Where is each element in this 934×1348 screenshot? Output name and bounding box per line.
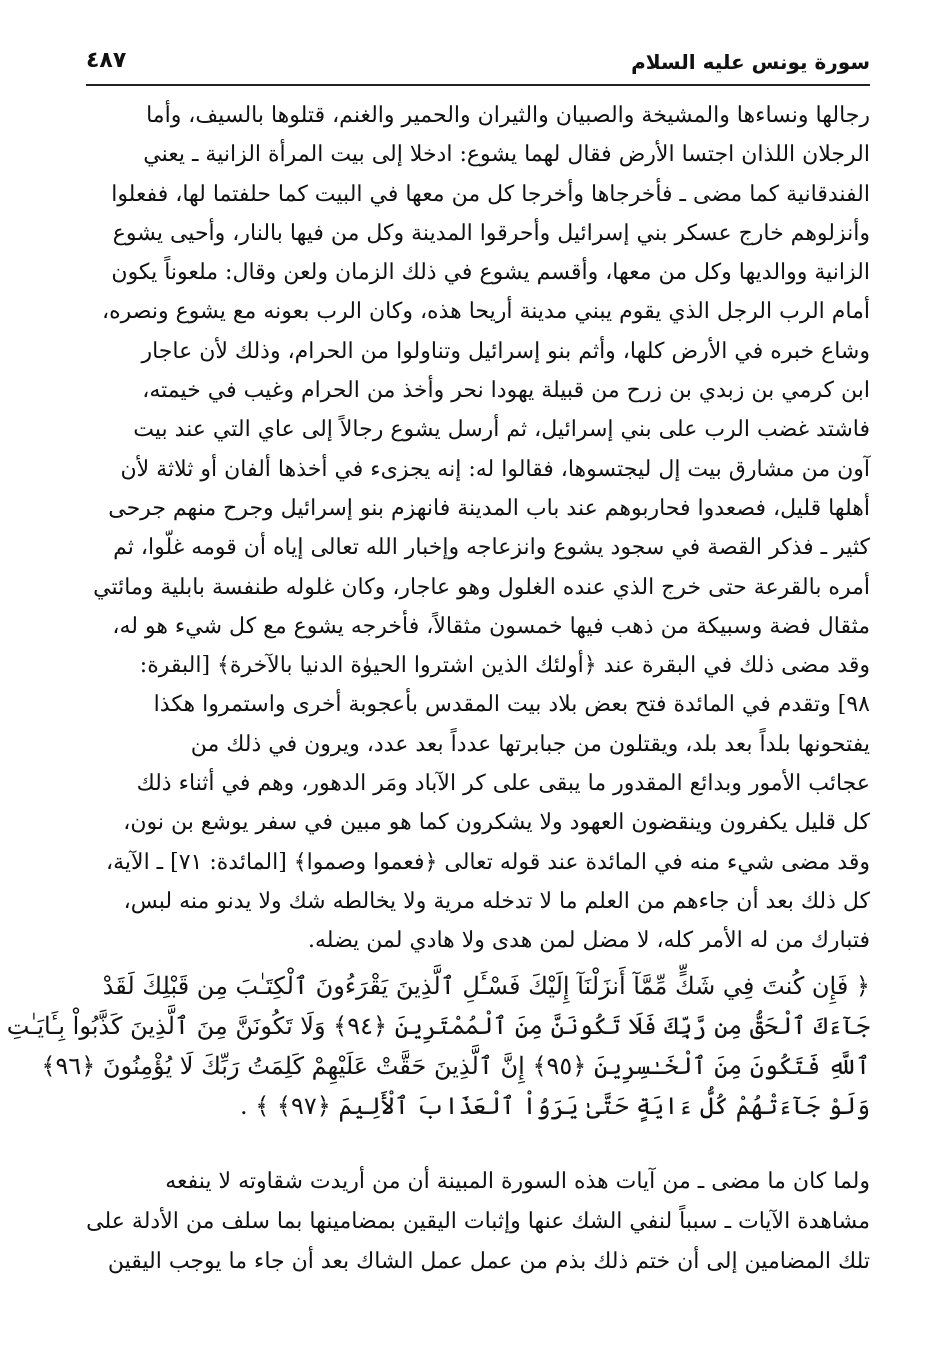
text-line: الزانية ووالديها وكل من معها، وأقسم يشوع في ذلك الزمان ولعن وقال: ملعوناً يكون <box>111 260 870 286</box>
text-line: الفندقانية كما مضى ـ فأخرجاها وأخرجا كل من معها في البيت كما حلفتما لها، ففعلوا <box>111 181 870 207</box>
text-line: آون من مشارق بيت إل ليجتسوها، فقالوا له: إنه يجزىء في أخذها ألفان أو ثلاثة لأن <box>120 456 870 482</box>
text-line: فاشتد غضب الرب على بني إسرائيل، ثم أرسل يشوع رجالاً إلى عاي التي عند بيت <box>133 417 870 443</box>
text-line: أمره بالقرعة حتى خرج الذي عنده الغلول وهو عاجار، وكان غلوله طنفسة بابلية ومائتي <box>93 574 870 600</box>
verse-line: ﴿ فَإِن كُنتَ فِي شَكٍّ مِّمَّآ أَنزَلْنَآ إِلَيْكَ فَسْـَٔلِ ٱلَّذِينَ يَقْرَءُونَ ٱلْكِتَـٰبَ مِن قَبْلِكَ لَقَدْ <box>102 972 870 1000</box>
text-line: أهلها قليل، فصعدوا فحاربوهم عند باب المدينة فانهزم بنو إسرائيل وجرح منهم جرحى <box>108 495 870 521</box>
text-line: كثير ـ فذكر القصة في سجود يشوع وانزعاجه وإخبار الله تعالى إياه أن قومه غلّوا، ثم <box>113 535 870 561</box>
surah-title: سورة يونس عليه السلام <box>631 50 870 74</box>
text-line: ابن كرمي بن زبدي بن زرح من قبيلة يهودا نحر وأخذ من الحرام وغيب في خيمته، <box>142 378 870 404</box>
page-number: ٤٨٧ <box>86 48 127 73</box>
text-line: كل ذلك بعد أن جاءهم من العلم ما لا تدخله مرية ولا يخالطه شك ولا يدنو منه لبس، <box>123 888 870 914</box>
text-line: مثقال فضة وسبيكة من ذهب فيها خمسون مثقالاً، فأخرجه يشوع مع كل شيء هو له، <box>112 613 870 639</box>
text-line: وأنزلوهم خارج عسكر بني إسرائيل وأحرقوا المدينة وكل من فيها بالنار، وأحيى يشوع <box>112 220 870 246</box>
text-line: ٩٨] وتقدم في المائدة فتح بعض بلاد بيت المقدس بأعجوبة أخرى واستمروا هكذا <box>153 692 870 718</box>
text-line: يفتحونها بلداً بعد بلد، ويقتلون من جبابرتها عدداً بعد عدد، ويرون في ذلك من <box>190 731 870 757</box>
text-line: تلك المضامين إلى أن ختم ذلك بذم من عمل عمل الشاك بعد أن جاء ما يوجب اليقين <box>107 1249 870 1274</box>
verse-line: جَآءَكَ ٱلْحَقُّ مِن رَّبِّكَ فَلَا تَكُونَنَّ مِنَ ٱلْمُمْتَرِينَ ﴿٩٤﴾ وَلَا تَكُونَنَّ مِنَ ٱلَّذِينَ كَذَّبُواْ بِـَٔايَـٰتِ <box>6 1012 870 1040</box>
verse-line: وَلَوْ جَآءَتْهُمْ كُلُّ ءَايَةٍ حَتَّىٰ يَرَوُاْ ٱلْعَذَابَ ٱلْأَلِيمَ ﴿٩٧﴾ ﴾ . <box>239 1092 870 1120</box>
text-line: وشاع خبره في الأرض كلها، وأثم بنو إسرائيل وتناولوا من الحرام، وذلك لأن عاجار <box>141 338 870 364</box>
text-line: وقد مضى ذلك في البقرة عند ﴿أولئك الذين اشتروا الحيوٰة الدنيا بالآخرة﴾ [البقرة: <box>139 653 870 679</box>
text-line: عجائب الأمور وبدائع المقدور ما يبقى على كر الآباد ومَر الدهور، وهم في أثناء ذلك <box>136 771 870 797</box>
text-line: فتبارك من له الأمر كله، لا مضل لمن هدى ولا هادي لمن يضله. <box>308 928 870 954</box>
text-line: أمام الرب الرجل الذي يقوم يبني مدينة أريحا هذه، وكان الرب بعونه مع يشوع ونصره، <box>102 299 870 325</box>
text-line: ولما كان ما مضى ـ من آيات هذه السورة المبينة أن من أريدت شقاوته لا ينفعه <box>165 1169 870 1194</box>
verse-line: ٱللَّهِ فَتَكُونَ مِنَ ٱلْخَـٰسِرِينَ ﴿٩٥﴾ إِنَّ ٱلَّذِينَ حَقَّتْ عَلَيْهِمْ كَلِمَتُ رَبِّكَ لَا يُؤْمِنُونَ ﴿٩٦﴾ <box>41 1052 870 1080</box>
commentary-text <box>86 96 870 961</box>
text-line: وقد مضى شيء منه في المائدة عند قوله تعالى ﴿فعموا وصموا﴾ [المائدة: ٧١] ـ الآية، <box>106 849 870 875</box>
text-line: كل قليل يكفرون وينقضون العهود ولا يشكرون كما هو مبين في سفر يوشع بن نون، <box>123 810 870 836</box>
closing-paragraph <box>86 1162 870 1282</box>
quran-verses <box>6 966 870 1126</box>
text-line: الرجلان اللذان اجتسا الأرض فقال لهما يشوع: ادخلا إلى بيت المرأة الزانية ـ يعني <box>143 142 870 168</box>
text-line: رجالها ونساءها والمشيخة والصبيان والثيران والحمير والغنم، قتلوها بالسيف، وأما <box>146 103 870 128</box>
page-header <box>86 44 870 86</box>
text-line: مشاهدة الآيات ـ سبباً لنفي الشك عنها وإثبات اليقين بمضامينها بما سلف من الأدلة على <box>86 1209 870 1234</box>
